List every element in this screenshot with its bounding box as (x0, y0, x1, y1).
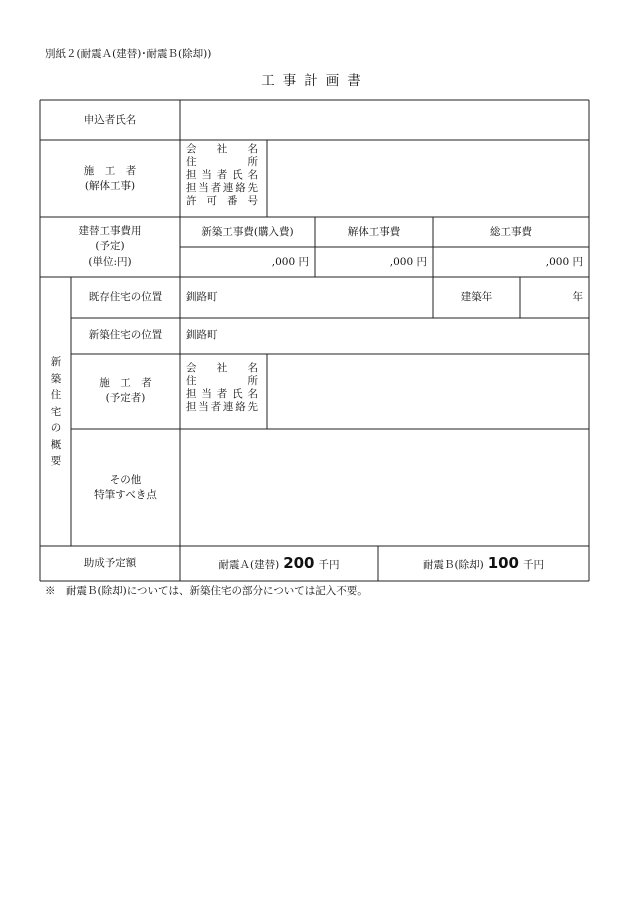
build-year-label: 建築年 (460, 291, 493, 303)
vchar: 新 (50, 356, 62, 368)
company-name-label: 会社名 (186, 143, 258, 155)
other-notes-field[interactable] (186, 436, 582, 540)
cost-label-2: (予定) (95, 240, 125, 252)
annotation: 別紙２(耐震Ａ(建替)･耐震Ｂ(除却)) (45, 48, 212, 60)
planned-address-label: 住所 (186, 375, 258, 387)
other-label-2: 特筆すべき点 (94, 489, 157, 501)
new-house-vertical-label (46, 354, 66, 470)
build-year-value[interactable]: 年 (572, 291, 583, 303)
contractor-info-field[interactable] (268, 141, 588, 216)
planned-contact-label: 担当者連絡先 (186, 401, 258, 413)
contact-label: 担当者連絡先 (186, 182, 258, 194)
demolition-cost-header: 解体工事費 (347, 226, 401, 238)
subsidy-label: 助成予定額 (83, 557, 137, 569)
existing-location-value[interactable]: 釧路町 (186, 291, 218, 303)
planned-person-name-label: 担当者氏名 (186, 388, 258, 400)
license-number-label: 許可番号 (186, 195, 258, 207)
person-name-label: 担当者氏名 (186, 169, 258, 181)
vchar: 宅 (50, 405, 62, 418)
vchar: 概 (50, 438, 62, 451)
contractor-field-labels (186, 143, 258, 208)
subsidy-b-value: 100 (487, 554, 519, 572)
planned-contractor-label-1: 施 工 者 (99, 377, 152, 389)
new-location-value[interactable]: 釧路町 (186, 329, 218, 341)
subsidy-a-unit: 千円 (318, 559, 340, 571)
subsidy-b-unit: 千円 (523, 559, 544, 571)
applicant-label: 申込者氏名 (83, 114, 137, 126)
page-title: 工事計画書 (261, 73, 369, 89)
cost-label-1: 建替工事費用 (78, 225, 142, 237)
address-label: 住所 (186, 156, 258, 168)
new-location-label: 新築住宅の位置 (88, 329, 163, 341)
contractor-label-1: 施 工 者 (83, 165, 137, 177)
existing-location-label: 既存住宅の位置 (88, 291, 163, 303)
other-label-1: その他 (109, 474, 142, 486)
vchar: の (50, 422, 62, 434)
subsidy-b-label: 耐震Ｂ(除却) (422, 559, 484, 571)
demolition-cost-value[interactable]: ,000 円 (389, 256, 427, 268)
subsidy-b (378, 553, 589, 575)
new-construction-cost-value[interactable]: ,000 円 (271, 256, 309, 268)
new-construction-cost-header: 新築工事費(購入費) (201, 226, 294, 238)
subsidy-a-label: 耐震Ａ(建替) (218, 559, 280, 571)
total-cost-header: 総工事費 (490, 226, 532, 238)
subsidy-a-value: 200 (283, 554, 315, 572)
total-cost-value[interactable]: ,000 円 (545, 256, 583, 268)
vchar: 要 (50, 455, 62, 467)
planned-company-name-label: 会社名 (186, 362, 258, 374)
planned-contractor-label-2: (予定者) (105, 392, 146, 404)
cost-label-3: (単位:円) (88, 256, 132, 268)
vchar: 築 (50, 372, 62, 385)
subsidy-a (180, 553, 378, 575)
vchar: 住 (50, 389, 62, 401)
planned-contractor-field-labels (186, 362, 258, 414)
planned-contractor-info-field[interactable] (268, 355, 588, 428)
contractor-label-2: (解体工事) (84, 180, 136, 192)
footnote: ※ 耐震Ｂ(除却)については、新築住宅の部分については記入不要。 (45, 585, 368, 597)
